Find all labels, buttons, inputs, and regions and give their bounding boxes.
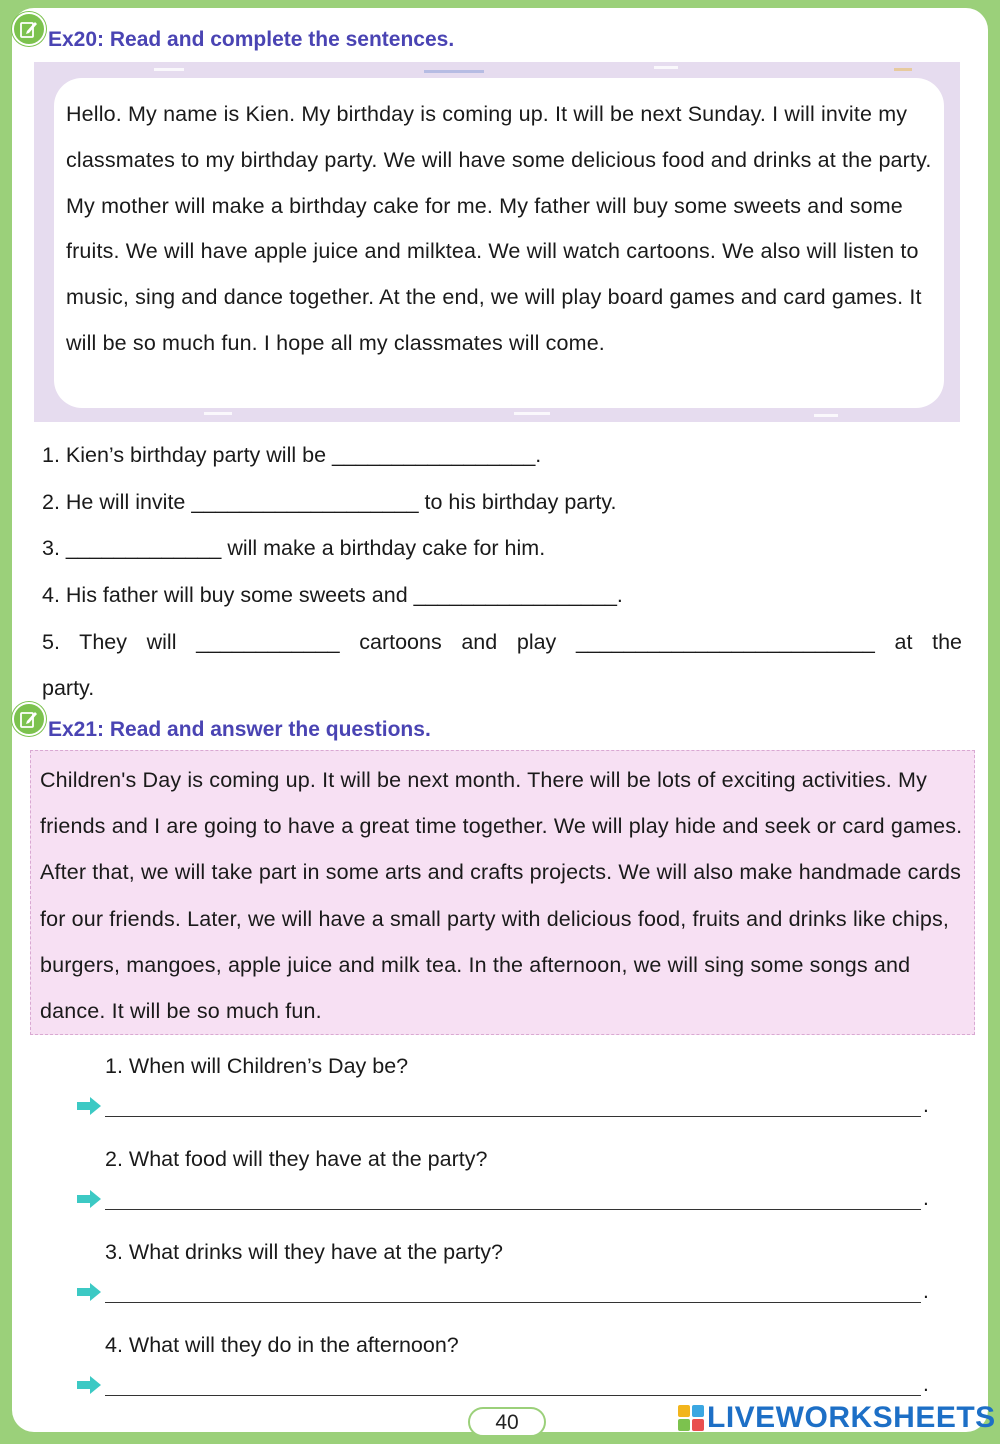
question-text: 1. When will Children’s Day be? [105,1054,409,1078]
ex21-title: Ex21: Read and answer the questions. [48,718,431,741]
ex20-question-2[interactable]: 2. He will invite ___________________ to his birthday party. [42,489,617,514]
ex20-question-list [42,432,962,712]
worksheet-page [12,8,988,1432]
question-text: 4. What will they do in the afternoon? [105,1333,459,1357]
liveworksheets-logo-icon [678,1405,704,1431]
answer-input-line[interactable] [105,1302,921,1303]
period: . [923,1373,929,1396]
question-text: 2. What food will they have at the party? [105,1147,488,1171]
period: . [923,1280,929,1303]
liveworksheets-logo[interactable] [678,1398,996,1438]
page-number: 40 [468,1407,546,1437]
arrow-right-icon [76,1096,102,1116]
pencil-note-icon [12,12,46,46]
period: . [923,1187,929,1210]
brand-name: LIVEWORKSHEETS [707,1401,996,1434]
answer-input-line[interactable] [105,1209,921,1210]
question-text: 3. What drinks will they have at the party? [105,1240,503,1264]
ex20-question-1[interactable]: 1. Kien’s birthday party will be _________________. [42,443,542,467]
ex21-reading-passage: Children's Day is coming up. It will be next month. There will be lots of exciting activities. My friends and I are going to have a great time together. We will play hide and seek or card games. After that, we will take part in some arts and crafts projects. We will also make handmade cards for our friends. Later, we will have a small party with delicious food, fruits and drinks like chips, burgers, mangoes, apple juice and milk tea. In the afternoon, we will sing some songs and dance. It will be so much fun. [30,750,975,1035]
ex20-question-4[interactable]: 4. His father will buy some sweets and _________________. [42,583,623,608]
ex20-title: Ex20: Read and complete the sentences. [48,28,455,51]
arrow-right-icon [76,1375,102,1395]
ex20-question-5[interactable]: 5. They will ____________ cartoons and play _________________________ at the [42,629,962,654]
ex20-question-5-continued: party. [42,676,95,701]
answer-input-line[interactable] [105,1116,921,1117]
arrow-right-icon [76,1189,102,1209]
arrow-right-icon [76,1282,102,1302]
period: . [923,1094,929,1117]
answer-input-line[interactable] [105,1395,921,1396]
pencil-note-icon [12,702,46,736]
ex20-question-3[interactable]: 3. _____________ will make a birthday cake for him. [42,536,546,561]
ex20-reading-passage: Hello. My name is Kien. My birthday is coming up. It will be next Sunday. I will invite my classmates to my birthday party. We will have some delicious food and drinks at the party. My mother will make a birthday cake for me. My father will buy some sweets and some fruits. We will have apple juice and milktea. We will watch cartoons. We also will listen to music, sing and dance together. At the end, we will play board games and card games. It will be so much fun. I hope all my classmates will come. [54,78,944,408]
